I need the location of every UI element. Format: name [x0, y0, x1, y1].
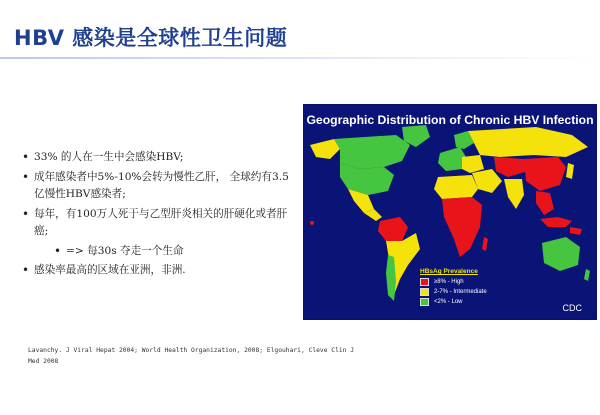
legend-label-intermediate: 2-7% - Intermediate: [434, 289, 487, 295]
region-southeast-asia: [536, 191, 554, 215]
hbv-world-map: [303, 104, 597, 320]
region-central-asia: [494, 157, 528, 177]
region-india: [504, 179, 524, 209]
legend-label-high: ≥8% - High: [434, 279, 464, 285]
region-australia: [542, 237, 580, 271]
legend-swatch-intermediate: [420, 288, 429, 296]
title-divider: [0, 57, 600, 59]
region-western-europe: [438, 147, 466, 171]
region-russia: [468, 127, 588, 157]
region-north-africa: [434, 175, 478, 199]
citation-text: Lavanchy. J Viral Hepat 2004; World Health Organization, 2008; Elgouhari, Cleve Clin J Med 2008: [28, 347, 355, 365]
region-eastern-europe: [462, 155, 484, 173]
legend-item-low: [420, 298, 510, 306]
region-alaska: [310, 139, 340, 159]
region-japan: [566, 163, 574, 179]
region-canada: [334, 135, 410, 169]
legend-title: HBsAg Prevalence: [420, 268, 478, 275]
legend-item-intermediate: [420, 288, 510, 296]
sub-bullet-item: • => 每30s 夺走一个生命: [54, 243, 290, 261]
legend-label-low: <2% - Low: [434, 299, 463, 305]
legend-item-high: [420, 278, 510, 286]
map-legend: [420, 268, 510, 308]
region-china: [524, 157, 566, 191]
bullet-list: [22, 149, 290, 282]
region-amazon: [378, 217, 408, 241]
bullet-item: • 每年，有100万人死于与乙型肝炎相关的肝硬化或者肝癌;: [22, 206, 290, 241]
slide-title: HBV 感染是全球性卫生问题: [14, 26, 288, 50]
map-source-label: CDC: [562, 303, 582, 313]
region-madagascar: [482, 237, 488, 251]
region-pacific-islands: [310, 221, 314, 225]
map-title: Geographic Distribution of Chronic HBV Infection: [306, 113, 594, 127]
bullet-item: • 33% 的人在一生中会感染HBV;: [22, 149, 290, 167]
region-sub-saharan-africa: [442, 197, 482, 257]
legend-swatch-low: [420, 298, 429, 306]
bullet-item: • 成年感染者中5%-10%会转为慢性乙肝， 全球约有3.5亿慢性HBV感染者;: [22, 169, 290, 204]
region-new-zealand: [584, 269, 590, 281]
legend-swatch-high: [420, 278, 429, 286]
region-indonesia: [540, 217, 572, 227]
bullet-item: • 感染率最高的区域在亚洲，非洲.: [22, 262, 290, 280]
region-png: [570, 227, 582, 235]
